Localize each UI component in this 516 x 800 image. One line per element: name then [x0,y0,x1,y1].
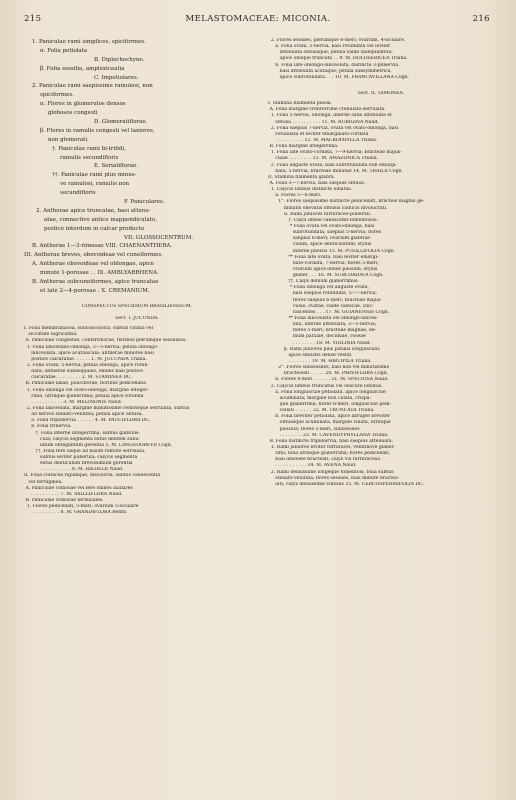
species-line: 2. Folia ovata, 5-nervia; petala oblonga, apice rotun- [24,362,149,368]
species-line: calcaratae. . . . . . . . . 2. M. STAMINEA DC. [24,375,132,381]
species-line: glaber . . . 16. M. SUBCORDATA Cogn. [268,273,384,279]
species-line: cula; calycis segmenta extus dentem subu- [24,436,140,442]
species-line: b. Folia late oblongo-lanceolata, distincte 3-plinervia, [268,62,400,68]
key-line: β. Flores in ramulis congesti vel laxiores, [40,127,155,134]
running-title: MELASTOMACEAE: MICONIA. [185,14,331,24]
species-line: a. Folia triplinervia . . . . . . 4. M. PAUCIFLORA DC. [24,418,151,424]
species-line: †. Calyx dense canescenti-tomentosus. [268,217,379,223]
species-line: I. Folia membranacea, subconcoloria, subtus viridia vel [24,326,153,332]
species-line: saepius 6-meri; ovarium glabrius- [268,236,372,242]
key-line: F. Paniculares. [124,199,165,206]
key-line: α. Folia petiolata [40,47,88,54]
species-line: acuminata; margine non ciliata, crispa- [268,395,372,401]
species-line: obtusa . . . . . . . . . . 11. M. RUBIGINA Naud. [268,119,379,125]
species-line: . . . . . . . . . . . 24. M. AVENA Naud. [268,463,357,469]
species-line: latum obtegantum gerentia 5. M. LANGSDORFFII Cogn. [24,442,173,448]
species-line: sicciitate nigricantia. [24,332,78,338]
key-line: VII. GLOSSOCENTRUM. [124,234,194,241]
key-line: 1. Paniculae rami simplices, spiciformes. [32,39,146,45]
species-line: 2°. Flores subsessiles, basi non vel minutissime [268,365,390,371]
species-line: ** Folia late ovata, basi leviter emargi- [268,254,379,260]
species-key-left [24,326,250,516]
species-line: lata, inferne attenuata, 3—5-nervia; [268,322,377,328]
key-line: spiciformes. [40,92,74,99]
species-line: attenuata obtusaque; petala valde inaequilatera, [268,50,394,56]
key-line: E. Seriatiflorae. [94,163,139,170]
species-line: rimi; folia utrinque glaberrima; flores pedicellati, [268,451,391,457]
species-line: 2. Flores sessiles, plerumque 6-meri; ovarium. 4-loculare. [268,38,406,43]
species-line: basi saepius rotundata, 5—7-nervia; [268,291,377,297]
species-line: A. Paniculae comosae vel fere omnes axillares [24,485,133,491]
page-number-right: 216 [472,14,490,24]
species-line: lanceolata, apice acutiuscula; antherae minores basi [24,350,154,356]
species-line: β. Rami juniores pilis patulis longiusculis [268,346,380,352]
key-line: D. Glomeratiflorae. [94,119,148,126]
key-line: ve ramulosi, ramulis non [60,181,130,188]
key-line: III. Antherae breves, obovoideae vel cuneiformes. [24,252,163,259]
species-line: . . . . . . . . . . . 3. M. MELINONIS Naud. [24,399,123,405]
species-line: ** Folia lanceolata vel oblongo-lanceo- [268,316,378,322]
species-line: subtus leviter puberula; calycis segmenta [24,455,138,461]
species-line: b. Flores 8-meri . . . . . . 21. M. SPECIOSA Naud. [268,377,389,383]
species-line: apice subrotundata . . . 10. M. FRANCAVILLANA Cogn. [268,74,410,80]
species-line: pilosula; flores 5-meri, subsessiles [268,426,360,432]
species-line: 1. Folia oblonga vel ovato-oblonga, margine integer- [24,387,149,393]
species-line: 1. Calycis limbus distincte lobatus. [268,187,353,193]
species-line: b. Folia breviter petiolata, apice abrupte breviter [268,414,390,420]
species-line: B. Paniculae comosae terminales. [24,498,104,504]
species-line: A. Folia margine crebrerrime crenulato-serrulata. [268,107,386,113]
species-line: ovarium apice dense pilosum; stylus [268,266,378,272]
species-line: ††. Calyx demum glaberrimus. [268,279,359,285]
species-line: . . . . . . . . . . 7. M. AXILLIFLORA Naud. [24,491,123,497]
species-line: que glaberrima; flores 6-meri, longiuscule pedi- [268,402,391,408]
species-line: obtuseque acuminata, margine ciliata, utrinque [268,420,391,426]
species-line: culae . . . . . . . . 13. M. AMAZONICA Triana. [268,156,379,162]
species-line: 2. Rami densissime longeque tomentosi; folia subtus [268,469,394,475]
species-line: . . . . . . . . 19. M. HIRTIPILA Triana. [268,359,372,365]
species-line: 2. Calycis limbus truncatus vel obscure lobatus. [268,383,383,389]
key-line: B. Antherae subcuneiformes, apice truncatae [32,279,159,286]
species-line: basi obsolete bracteati; calyx vix furfuraceus [268,457,380,463]
key-line: minute 1-porosae . . IX. AMBLYARRHENA. [40,270,159,277]
species-line: II. Folia coriacea rigidaque, discoloria, subtus canescentia [24,473,161,479]
species-line: A. Paniculae congestae, confertiflorae, floribus plerumque sessilibus. [24,338,187,344]
species-line: . . . . . . . . 23. M. CAVENDYPHYLLANA Triana. [268,432,389,438]
species-line: . . . . . . . . 18. M. VIOLINIA Naud. [268,340,372,346]
section-heading: Sect. II. TAMONEA. [357,90,405,96]
key-line: globosos congesti [48,110,98,117]
species-line: B. Paniculae laxae, pauciflorae, floribus pedicellatis. [24,381,148,387]
species-line: †. Folia inferne integerrima, subtus glabrius- [24,430,140,436]
species-line: cellati . . . . . . 22. M. TRUNCATA Triana. [268,408,375,414]
key-line: ††. Paniculae rami plus minus- [52,172,137,179]
species-line: 1. Flores pedicellati, 5-meri; ovarium 5-loculare [24,504,139,510]
key-line: secundifloris [60,190,96,197]
page-number-left: 215 [24,14,42,24]
species-line: rotundata et leviter emarginato-cordata [268,131,369,137]
species-line: 1°. Flores saepissime distincte pedicellati, bracteis magnis ge- [268,199,425,205]
key-line: ramulis secundifloris [60,154,119,161]
key-line: β. Folia sessilia, amplexicaulia [40,65,125,72]
species-line: 1. Folia lanceolato-oblonga, 3—5-nervia; petala oblongo- [24,344,159,350]
species-line: a. Folia longiuscule petiolata, apice longiuscule [268,389,386,395]
species-line: rascentes . . . 17. M. GUIANENSIS Cogn. [268,309,390,315]
species-line: B. Folia distincte triplinervia, basi saepius attenuata. [268,438,394,444]
right-column [268,38,494,488]
species-line: . . . . . . . . . . 12. M. MACROPHYLLA Triana. [268,137,378,143]
key-line: non glomerati. [48,136,89,143]
key-line: B. Diplochochyne. [94,56,145,63]
species-line: ††. Folia fere usque ad basim remote serrulata, [24,448,146,454]
species-line: . . . . . . . . . . . 6. M. RIEDELII Naud. [24,467,124,473]
species-line: culae, ovatae, valde caducae, cinc- [268,303,374,309]
species-key-right [268,101,494,488]
species-line: apice stellatis dense vestiti [268,352,352,358]
species-line: 2. Folia anguste ovata, basi subrotundata non emargi- [268,162,397,168]
species-line: 1. Rami juniores leviter furfuracei, velutinove glaber- [268,445,396,450]
left-column [24,38,250,516]
species-line: ad nervos stellato-velutina; petala apice obtusa. [24,412,143,418]
species-line: 1. Folia 5-nervia, oblonga, inferne satis attenuata et [268,113,392,119]
running-header [0,14,516,26]
species-line: vel ferruginea. [24,479,63,485]
species-line: inferne pilosus 15. M. PUSILLIFOLIA Cogn. [268,248,396,254]
species-key-continued [268,38,494,81]
species-line: culum, apice denticulatum; stylus [268,242,372,248]
key-line: A. Antherae obovoideae vel oblongae, apice [32,261,155,268]
key-line: B. Antherae 1—3-rimosae VIII. CHAENANTHERA. [32,243,173,250]
species-line: basi attenuata acutaque; petala subsymmetrica, [268,68,392,74]
species-line: apice oblique truncata . . 9. M. HOLOSERICEA Triana. [268,56,408,62]
section-heading: Sect. I. JUCUNDA. [115,315,159,321]
key-line: 2. Paniculae rami saepissime ramulosi, non [32,83,153,90]
species-line: flores 5-meri; bracteae magnae, de- [268,328,377,334]
species-line: stellato-velutina; flores sessiles, basi minute bracteo- [268,475,400,481]
species-line: * Folia oblonga vel anguste ovata, [268,285,369,291]
key-line: et late 2—4-porosae . X. CREMANIUM. [40,287,150,294]
species-line: . . . . . . . . . . 8. M. GRANDIFLORA Benth. [24,510,128,516]
species-line: 2. Folia lanceolata, margine minutissime remoteque serrulata, subtus [24,405,190,411]
key-line: α. Flores in glomerulos densos [40,101,126,108]
species-line: data; antherae subaequales, omnes basi postice [24,369,143,375]
species-line: I. Stamina filamenta pilosa. [268,101,333,107]
species-line: nata, 5-nervia; bracteae minutae 14. M. TRAILII Cogn. [268,168,403,174]
key-line: C. Impetiolares. [94,74,139,81]
key-line: atae, connectivo antice inappendiculato, [44,216,157,223]
species-line: postice calcaratae. . . . . . 1. M. JUCUNDA Triana. [24,356,147,362]
key-line: 2. Antherae apice truncatae, basi attenu- [36,207,151,214]
genus-key [24,38,250,296]
species-line: minatis obovatis obtusis caducis involucrati. [268,205,388,211]
species-line: bracteolati . . . . . 20. M. PARVIFLORA Cogn. [268,371,389,377]
species-line: subrotundata, saepius 5-nervia; flores [268,230,382,236]
species-line: a. Flores 5—6-meri. [268,193,322,199]
species-line: a. Folia ovata, 5-nervia, basi rotundata vel leviter [268,44,391,50]
key-line: postice interdum in calcar producto [44,225,145,232]
conspectus-title: CONSPECTUS SPECIERUM BRASILIENSIUM. [81,303,193,309]
species-line: b. Folia trinervia. [24,424,72,430]
species-line: extus denticulum brevissimum gerentia [24,461,133,467]
species-line: 1. Folia late ovato-cordata, 7—9-nervia; bracteae majus- [268,150,402,156]
species-line: B. Folia margine integerrima. [268,144,339,150]
species-line: rima, utrinque glaberrima; petala apice rotunda [24,393,144,399]
species-line: nato-cordata, 7-nervia; flores 5-meri; [268,260,379,266]
species-line: flores saepius 6-meri; bracteae majus- [268,297,382,303]
species-line: 2. Folia saepius 7-nervia, ovata vel ovato-oblonga, basi [268,125,399,131]
species-line: α. Rami juniores furfuraceo-puberuli. [268,211,372,217]
species-line: II. Stamina filamenta glabra. [268,174,336,180]
species-line: mum patulae, deciduae, roseae [268,334,366,340]
key-line: †. Paniculae rami bi-trifidi, [52,145,127,152]
species-line: * Folia ovata vel ovato-oblonga, basi [268,223,375,229]
species-line: lati; calyx densissime villosus 25. M. CERCOSPERMIFOLIA DC. [268,481,424,487]
species-line: A. Folia 3—7-nervia, basi saepius obtusa. [268,180,366,186]
